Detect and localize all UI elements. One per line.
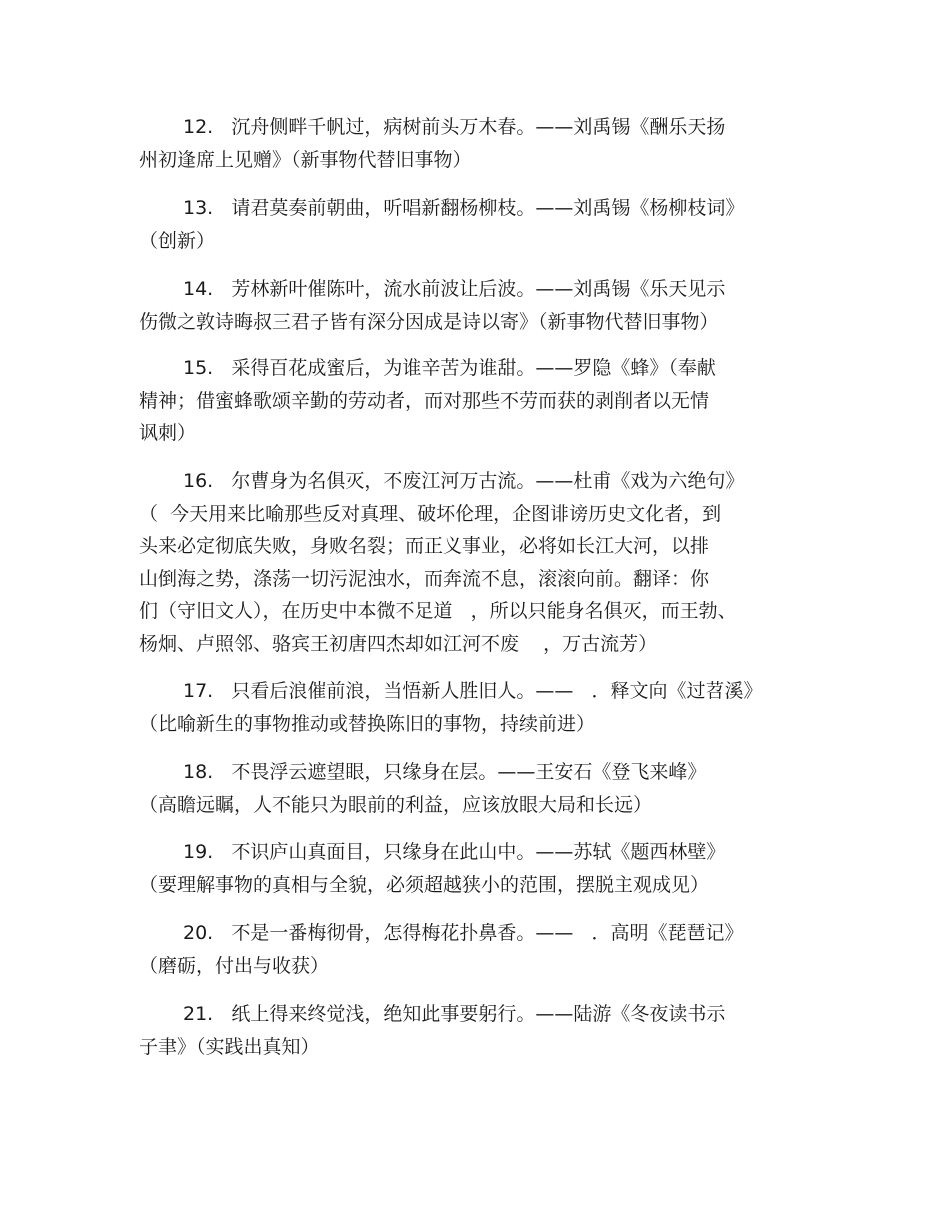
entry-line: 子聿》（实践出真知） — [139, 1035, 320, 1058]
poem-entry-17 — [139, 675, 799, 740]
entry-line: （ 今天用来比喻那些反对真理、破坏伦理，企图诽谤历史文化者，到 — [139, 502, 722, 525]
entry-line: （高瞻远瞩，人不能只为眼前的利益，应该放眼大局和长远） — [139, 793, 653, 816]
entry-line: 13. 请君莫奏前朝曲，听唱新翻杨柳枝。——刘禹锡《杨柳枝词》 — [183, 197, 745, 219]
entry-line: 12. 沉舟侧畔千帆过，病树前头万木春。——刘禹锡《酬乐天扬 — [183, 116, 726, 138]
entry-line: 17. 只看后浪催前浪，当悟新人胜旧人。—— ．释文向《过苕溪》 — [183, 680, 763, 702]
entry-line: 20. 不是一番梅彻骨，怎得梅花扑鼻香。—— ．高明《琵琶记》 — [183, 922, 744, 944]
poem-entry-16 — [139, 465, 799, 660]
entry-line: 14. 芳林新叶催陈叶，流水前波让后波。——刘禹锡《乐天见示 — [183, 278, 726, 300]
entry-line: 15. 采得百花成蜜后，为谁辛苦为谁甜。——罗隐《蜂》（奉献 — [183, 357, 716, 379]
entry-line: 伤微之敦诗晦叔三君子皆有深分因成是诗以寄》（新事物代替旧事物） — [139, 310, 719, 333]
entry-line: 精神；借蜜蜂歌颂辛勤的劳动者，而对那些不劳而获的剥削者以无情 — [139, 389, 710, 412]
entry-line: （创新） — [139, 229, 216, 252]
entry-line: 16. 尔曹身为名俱灭，不废江河万古流。——杜甫《戏为六绝句》 — [183, 470, 745, 492]
entry-line: 州初逢席上见赠》（新事物代替旧事物） — [139, 148, 472, 171]
entry-line: 山倒海之势，涤荡一切污泥浊水，而奔流不息，滚滚向前。翻译：你 — [139, 567, 710, 590]
poem-entry-14 — [139, 273, 799, 338]
poem-entry-15 — [139, 352, 799, 450]
entry-line: 杨炯、卢照邻、骆宾王初唐四杰却如江河不废 ，万古流芳） — [139, 632, 658, 655]
poem-entry-18 — [139, 756, 799, 821]
entry-line: 们（守旧文人），在历史中本微不足道 ，所以只能身名俱灭，而王勃、 — [139, 600, 737, 622]
entry-line: 讽刺） — [139, 422, 197, 444]
entry-line: （比喻新生的事物推动或替换陈旧的事物，持续前进） — [139, 712, 596, 735]
poem-entry-19 — [139, 836, 799, 901]
entry-line: 21. 纸上得来终觉浅，绝知此事要躬行。——陆游《冬夜读书示 — [183, 1003, 726, 1025]
poem-entry-21 — [139, 998, 799, 1063]
poem-entry-13 — [139, 192, 799, 257]
entry-line: （要理解事物的真相与全貌，必须超越狭小的范围，摆脱主观成见） — [139, 873, 710, 896]
poem-entry-12 — [139, 111, 799, 176]
entry-line: 19. 不识庐山真面目，只缘身在此山中。——苏轼《题西林壁》 — [183, 841, 726, 863]
poem-entry-20 — [139, 917, 799, 982]
entry-line: 18. 不畏浮云遮望眼，只缘身在层。——王安石《登飞来峰》 — [183, 761, 707, 783]
entry-line: （磨砺，付出与收获） — [139, 954, 330, 977]
entry-line: 头来必定彻底失败，身败名裂；而正义事业，必将如长江大河，以排 — [139, 535, 710, 557]
